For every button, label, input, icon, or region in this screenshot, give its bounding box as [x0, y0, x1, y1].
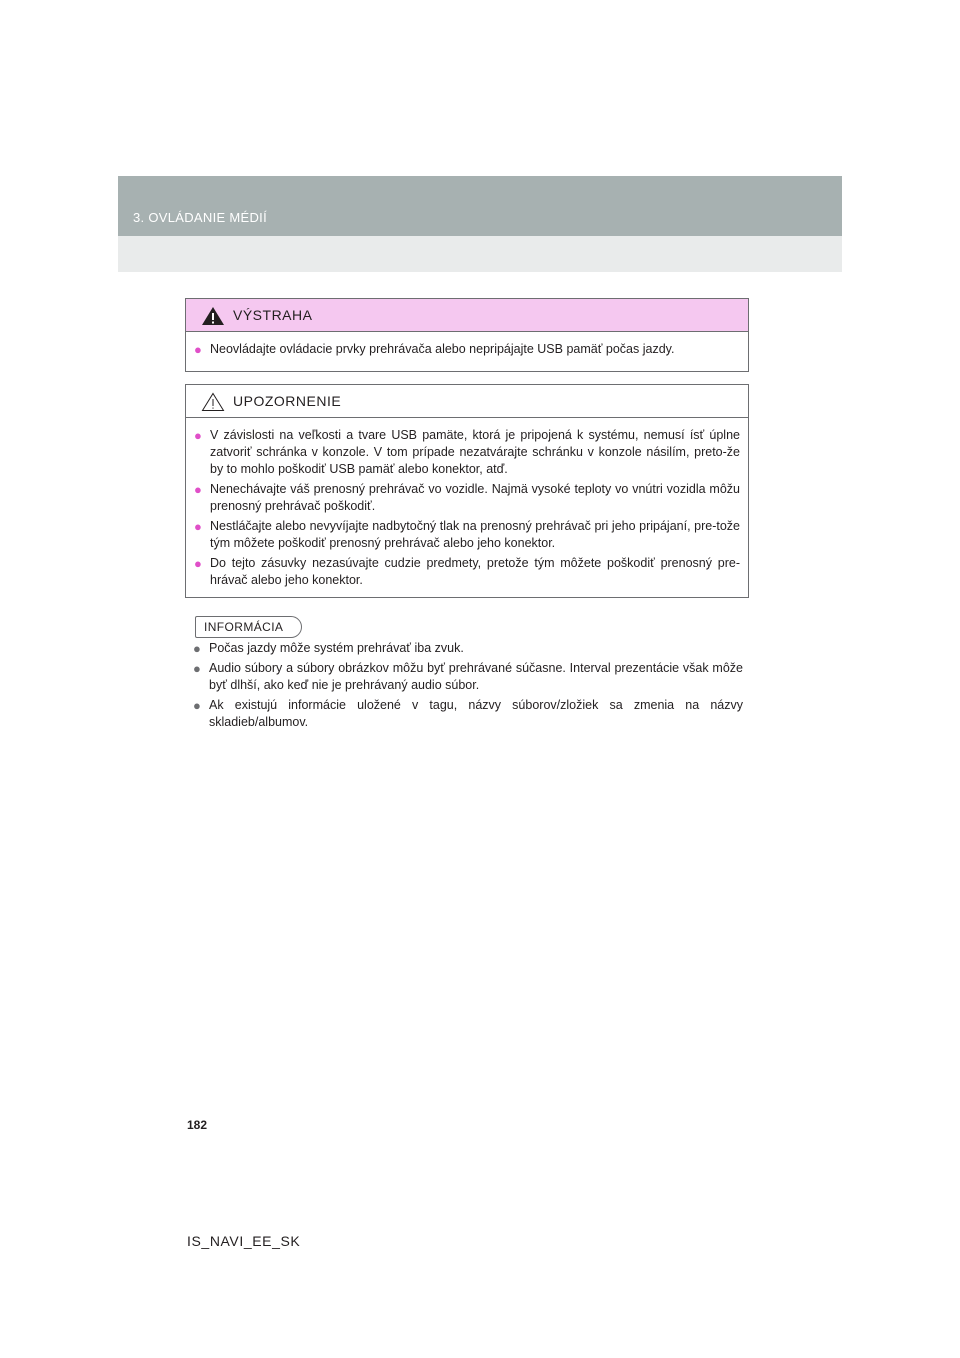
caution-box: [185, 384, 749, 598]
information-item: [193, 697, 743, 731]
caution-item-text: Nestláčajte alebo nevyvíjajte nadbytočný tlak na prenosný prehrávač pri jeho pripájaní, pre-tože tým môžete poškodiť prenosný prehrávač alebo jeho konektor.: [210, 519, 740, 550]
bullet-dot-icon: ●: [194, 519, 202, 534]
bullet-dot-icon: ●: [194, 342, 202, 357]
page-number: 182: [187, 1118, 208, 1132]
header-band: [118, 176, 842, 236]
bullet-dot-icon: ●: [193, 698, 201, 713]
warning-title: VÝSTRAHA: [233, 307, 313, 323]
caution-item: [194, 555, 740, 589]
caution-title: UPOZORNENIE: [233, 393, 342, 409]
warning-box: [185, 298, 749, 372]
warning-item: [194, 341, 740, 358]
information-tag: INFORMÁCIA: [195, 616, 302, 638]
bullet-dot-icon: ●: [194, 556, 202, 571]
bullet-dot-icon: ●: [194, 482, 202, 497]
caution-item-text: Nenechávajte váš prenosný prehrávač vo vozidle. Najmä vysoké teploty vo vnútri vozidla môžu prenosný prehrávač poškodiť.: [210, 482, 740, 513]
caution-item-text: Do tejto zásuvky nezasúvajte cudzie predmety, pretože tým môžete poškodiť prenosný pre-hrávač alebo jeho konektor.: [210, 556, 740, 587]
warning-triangle-icon: [201, 306, 225, 326]
document-code: IS_NAVI_EE_SK: [187, 1233, 301, 1249]
caution-triangle-icon: [201, 392, 225, 412]
information-item-text: Počas jazdy môže systém prehrávať iba zvuk.: [209, 641, 464, 655]
bullet-dot-icon: ●: [193, 661, 201, 676]
information-list: [193, 640, 743, 734]
caution-item: [194, 481, 740, 515]
section-title: 3. OVLÁDANIE MÉDIÍ: [133, 210, 267, 225]
bullet-dot-icon: ●: [194, 428, 202, 443]
warning-box-header: [186, 299, 748, 332]
information-item: [193, 640, 743, 657]
warning-box-body: [186, 332, 748, 358]
information-item: [193, 660, 743, 694]
caution-item: [194, 427, 740, 478]
caution-item: [194, 518, 740, 552]
caution-item-text: V závislosti na veľkosti a tvare USB pamäte, ktorá je pripojená k systému, nemusí ísť úplne zatvoriť schránka v konzole. V tom prípade nezatvárajte schránku v konzole násilím, preto-že by to mohlo poškodiť USB pamäť alebo konektor, atď.: [210, 428, 740, 476]
caution-box-header: [186, 385, 748, 418]
caution-box-body: [186, 418, 748, 589]
header-band-light: [118, 236, 842, 272]
warning-item-text: Neovládajte ovládacie prvky prehrávača alebo nepripájajte USB pamäť počas jazdy.: [210, 342, 675, 356]
information-item-text: Audio súbory a súbory obrázkov môžu byť prehrávané súčasne. Interval prezentácie však môže byť dlhší, ako keď nie je prehrávaný audio súbor.: [209, 661, 743, 692]
information-item-text: Ak existujú informácie uložené v tagu, názvy súborov/zložiek sa zmenia na názvy skladieb/albumov.: [209, 698, 743, 729]
bullet-dot-icon: ●: [193, 641, 201, 656]
